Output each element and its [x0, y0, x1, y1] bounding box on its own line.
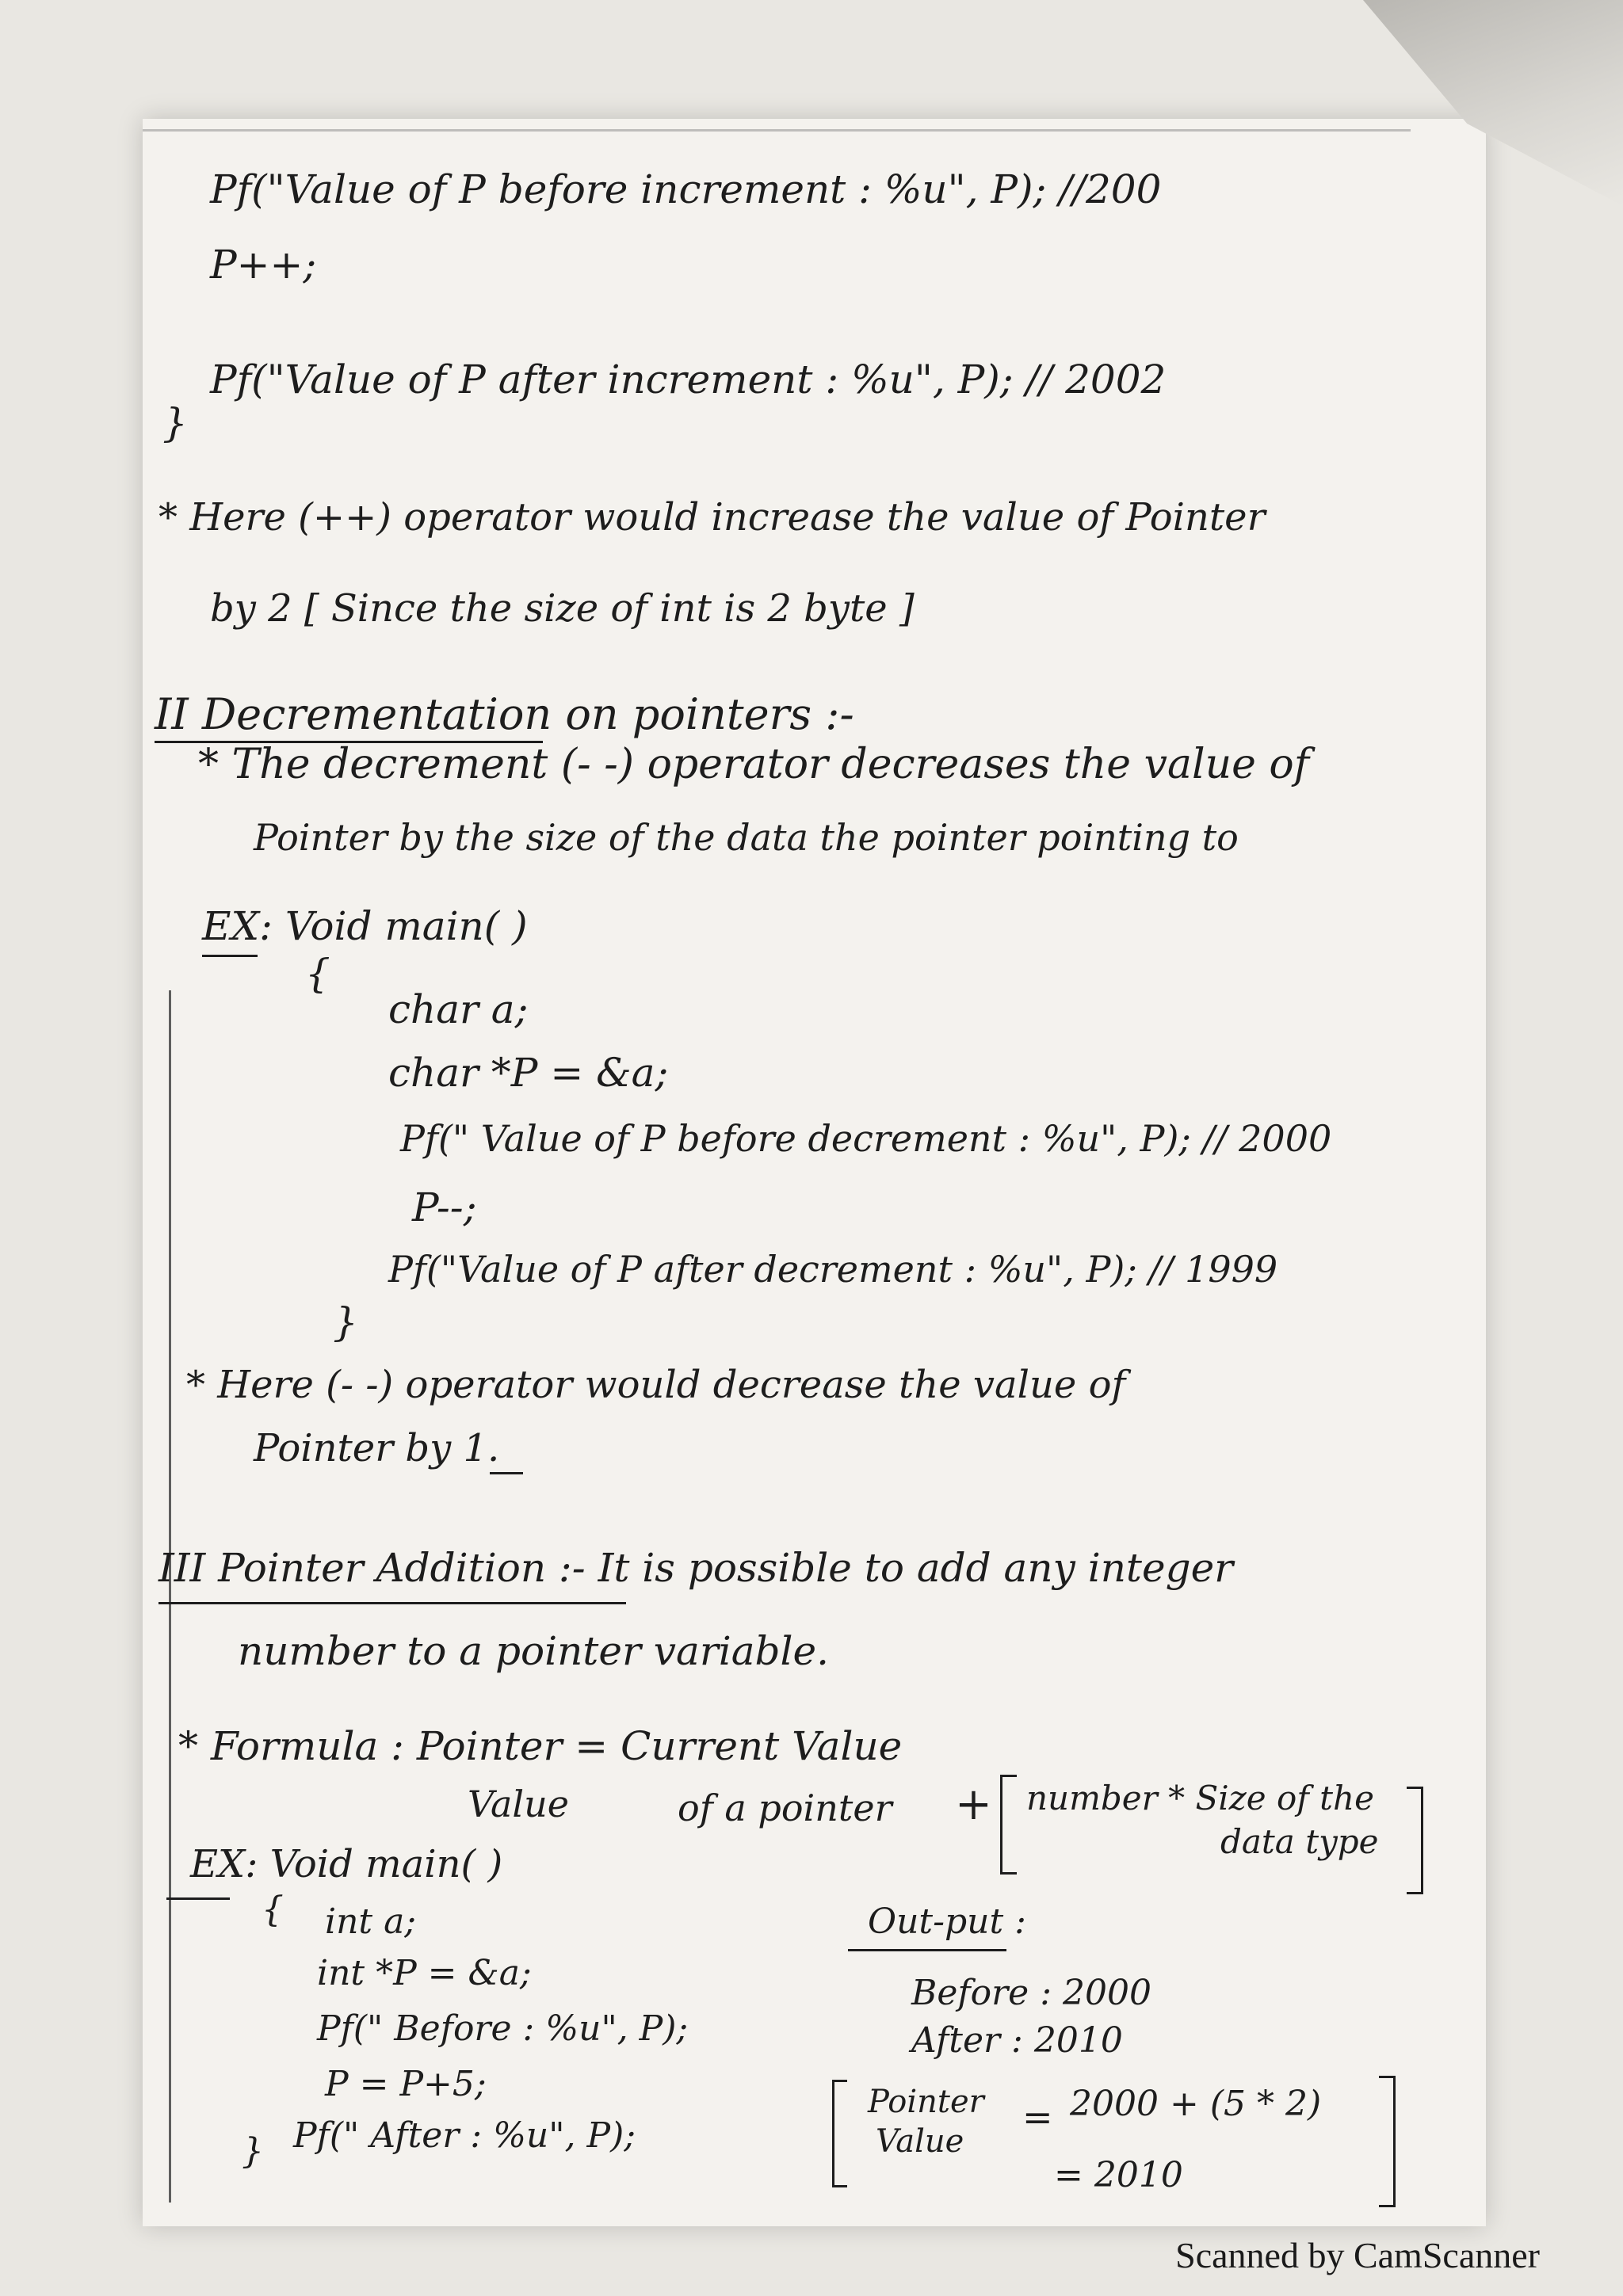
note-increment: * Here (++) operator would increase the value of Pointer	[158, 495, 1266, 540]
closing-brace: }	[162, 400, 188, 446]
calc-pointer-word: Pointer	[868, 2084, 984, 2120]
section-heading-addition: III Pointer Addition :- It is possible to add any integer	[158, 1545, 1234, 1591]
formula-bracket-right	[1407, 1787, 1423, 1894]
output-before: Before : 2000	[911, 1973, 1151, 2013]
calc-equals: =	[1022, 2096, 1053, 2138]
open-brace: {	[305, 951, 330, 997]
formula-line: * Formula : Pointer = Current Value	[178, 1723, 903, 1769]
closing-brace-2: }	[333, 1299, 358, 1345]
section-heading-decrement: II Decrementation on pointers :-	[155, 689, 854, 739]
calc-bracket-left	[832, 2080, 847, 2187]
add-statement: P = P+5;	[325, 2064, 487, 2104]
calc-bracket-right	[1379, 2076, 1396, 2207]
output-after: After : 2010	[911, 2020, 1123, 2061]
increment-statement: P++;	[210, 242, 317, 288]
heading-underline-3	[158, 1602, 626, 1604]
calc-result: = 2010	[1054, 2155, 1183, 2195]
output-underline	[848, 1949, 1006, 1951]
printf-after: Pf(" After : %u", P);	[293, 2115, 636, 2156]
printf-after-increment: Pf("Value of P after increment : %u", P); // 2002	[210, 357, 1167, 402]
margin-line	[169, 990, 171, 2203]
by-one-underline	[490, 1472, 523, 1474]
calc-value-word: Value	[876, 2123, 964, 2160]
printf-before-decrement: Pf(" Value of P before decrement : %u", P); // 2000	[400, 1117, 1332, 1160]
output-label: Out-put :	[868, 1901, 1026, 1942]
formula-value-word: Value	[468, 1783, 569, 1825]
example-label: EX: Void main( )	[202, 903, 528, 949]
pointer-declaration: char *P = &a;	[388, 1050, 669, 1096]
formula-data-type: data type	[1220, 1822, 1379, 1861]
int-pointer-declaration: int *P = &a;	[317, 1953, 532, 1993]
note-decrement: * Here (- -) operator would decrease the value of	[186, 1363, 1126, 1407]
formula-bracket-left	[1000, 1775, 1017, 1875]
note-decrement-2: Pointer by 1.	[254, 1426, 500, 1470]
printf-before: Pf(" Before : %u", P);	[317, 2008, 689, 2049]
formula-number-size: number * Size of the	[1026, 1779, 1374, 1817]
top-ruled-line	[143, 129, 1411, 132]
scanner-watermark: Scanned by CamScanner	[1175, 2235, 1540, 2275]
open-brace-2: {	[262, 1890, 284, 1930]
printf-before-increment: Pf("Value of P before increment : %u", P); //200	[210, 166, 1162, 212]
ex-underline-2	[166, 1897, 230, 1900]
char-declaration: char a;	[388, 986, 529, 1032]
example-label-2: EX: Void main( )	[190, 1842, 503, 1886]
decrement-desc-1: * The decrement (- -) operator decreases the value of	[198, 741, 1309, 788]
formula-plus: +	[955, 1779, 992, 1830]
addition-desc: number to a pointer variable.	[238, 1628, 830, 1674]
ex-underline	[202, 955, 258, 957]
note-increment-2: by 2 [ Since the size of int is 2 byte ]	[210, 586, 915, 631]
int-declaration: int a;	[325, 1901, 417, 1942]
closing-brace-3: }	[242, 2131, 264, 2172]
decrement-desc-2: Pointer by the size of the data the pointer pointing to	[254, 816, 1239, 859]
formula-of-pointer: of a pointer	[678, 1787, 892, 1829]
printf-after-decrement: Pf("Value of P after decrement : %u", P); // 1999	[388, 1248, 1278, 1291]
calc-expression: 2000 + (5 * 2)	[1070, 2084, 1322, 2124]
decrement-statement: P--;	[412, 1184, 477, 1230]
